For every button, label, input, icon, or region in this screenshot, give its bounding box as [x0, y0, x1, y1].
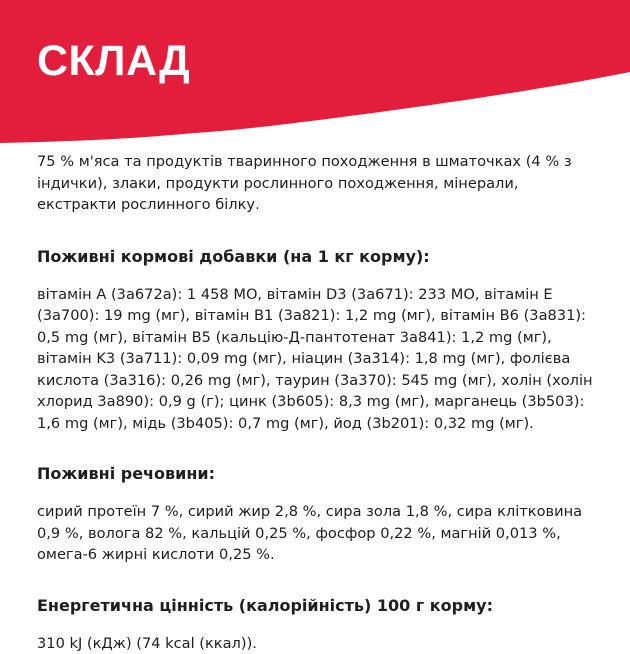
nutrients-text: сирий протеїн 7 %, сирий жир 2,8 %, сира зола 1,8 %, сира клітковина 0,9 %, волога 82 %, кальцій 0,25 %, фосфор 0,22 %, магній 0,013 %, омега-6 жирні кислоти 0,25 %. [37, 501, 599, 566]
energy-heading: Енергетична цінність (калорійність) 100 г корму: [37, 595, 599, 617]
additives-heading: Поживні кормові добавки (на 1 кг корму): [37, 246, 599, 268]
additives-text: вітамін A (3a672a): 1 458 MO, вітамін D3 (3a671): 233 MO, вітамін E (3a700): 19 mg (мг), вітамін B1 (3a821): 1,2 mg (мг), вітамін B6 (3a831): 0,5 mg (мг), вітамін B5 (кальцію-Д-пантотенат 3a841): 1,2 mg (мг), вітамін K3 (3a711): 0,09 mg (мг), ніацин (3a314): 1,8 mg (мг), фолієва кислота (3a316): 0,26 mg (мг), таурин (3a370): 545 mg (мг), холін (холін хлорид 3a890): 0,9 g (г); цинк (3b605): 8,3 mg (мг), марганець (3b503): 1,6 mg (мг), мідь (3b405): 0,7 mg (мг), йод (3b201): 0,32 mg (мг). [37, 284, 599, 435]
energy-text: 310 kJ (кДж) (74 kcal (ккал)). [37, 633, 599, 654]
nutrients-section [37, 463, 599, 566]
composition-text: 75 % м'яса та продуктів тваринного походження в шматочках (4 % з індички), злаки, продукти рослинного походження, мінерали, екстракти рослинного білку. [37, 151, 599, 216]
additives-section [37, 246, 599, 435]
header-banner [0, 0, 630, 150]
page-title: СКЛАД [37, 36, 190, 86]
composition-content [37, 151, 599, 654]
nutrients-heading: Поживні речовини: [37, 463, 599, 485]
energy-section [37, 595, 599, 654]
